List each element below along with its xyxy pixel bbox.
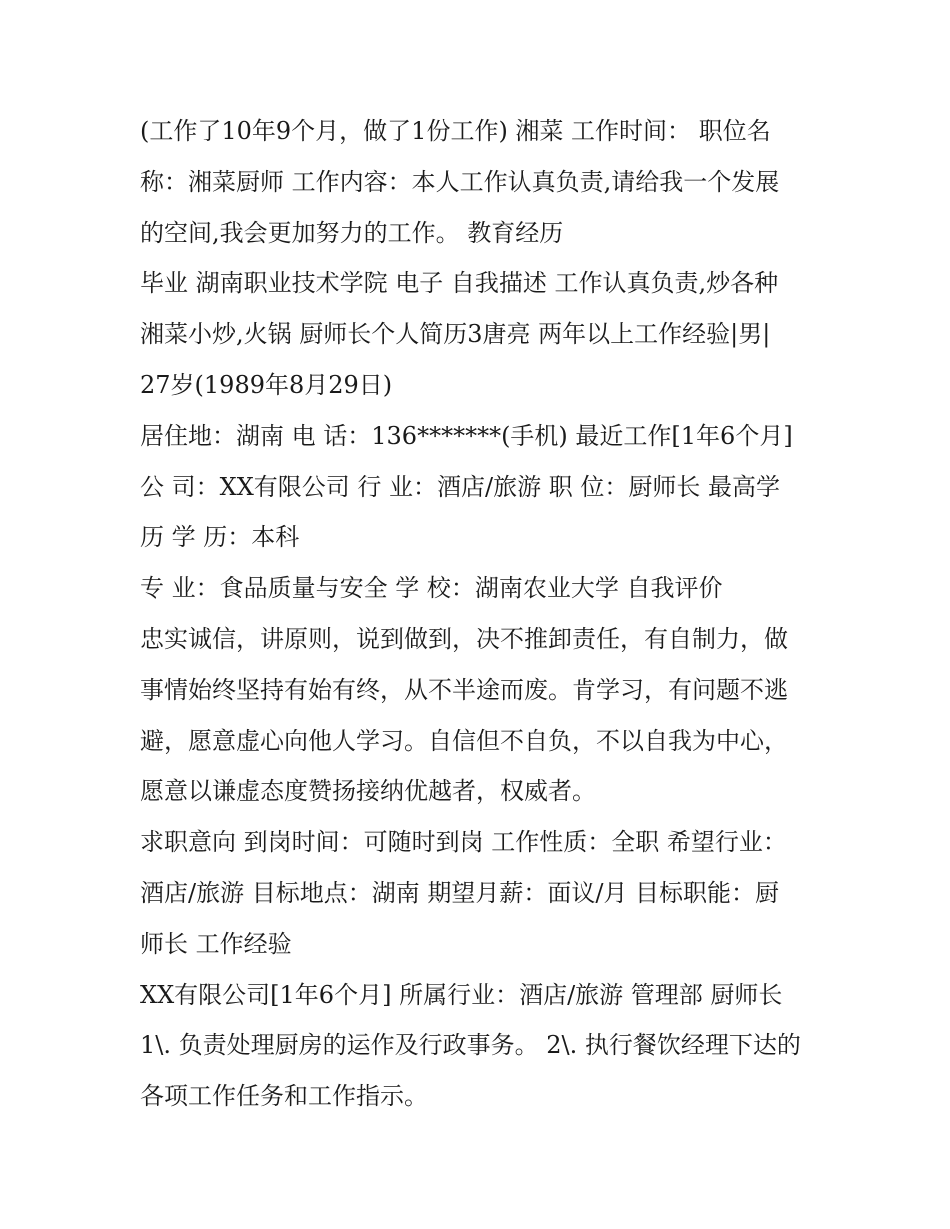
text-line: 专 业：食品质量与安全 学 校：湖南农业大学 自我评价 — [140, 574, 723, 603]
text-line: 事情始终坚持有始有终，从不半途而废。肯学习，有问题不逃 — [140, 675, 788, 704]
text-line: 的空间,我会更加努力的工作。 教育经历 — [140, 218, 564, 247]
text-line: 1\. 负责处理厨房的运作及行政事务。 2\. 执行餐饮经理下达的 — [140, 1031, 801, 1060]
text-line: 称：湘菜厨师 工作内容：本人工作认真负责,请给我一个发展 — [140, 167, 780, 196]
text-line: 忠实诚信，讲原则，说到做到，决不推卸责任，有自制力，做 — [140, 624, 788, 653]
text-line: 避，愿意虚心向他人学习。自信但不自负，不以自我为中心， — [140, 726, 788, 755]
text-line: 湘菜小炒,火锅 厨师长个人简历3唐亮 两年以上工作经验|男| — [140, 320, 771, 349]
text-line: 愿意以谦虚态度赞扬接纳优越者，权威者。 — [140, 777, 596, 806]
text-line: 求职意向 到岗时间：可随时到岗 工作性质：全职 希望行业： — [140, 828, 787, 857]
text-line: 27岁(1989年8月29日) — [140, 370, 393, 399]
text-line: 酒店/旅游 目标地点：湖南 期望月薪：面议/月 目标职能：厨 — [140, 878, 780, 907]
text-line: 师长 工作经验 — [140, 929, 292, 958]
text-line: (工作了10年9个月，做了1份工作) 湘菜 工作时间： 职位名 — [140, 117, 771, 145]
text-line: 历 学 历：本科 — [140, 523, 300, 552]
text-line: 各项工作任务和工作指示。 — [140, 1082, 428, 1111]
text-line: XX有限公司[1年6个月] 所属行业：酒店/旅游 管理部 厨师长 — [140, 980, 783, 1009]
text-line: 毕业 湖南职业技术学院 电子 自我描述 工作认真负责,炒各种 — [140, 269, 779, 298]
document-body — [140, 106, 820, 1122]
text-line: 公 司：XX有限公司 行 业：酒店/旅游 职 位：厨师长 最高学 — [140, 472, 781, 501]
text-line: 居住地：湖南 电 话：136*******(手机) 最近工作[1年6个月] — [140, 421, 793, 450]
